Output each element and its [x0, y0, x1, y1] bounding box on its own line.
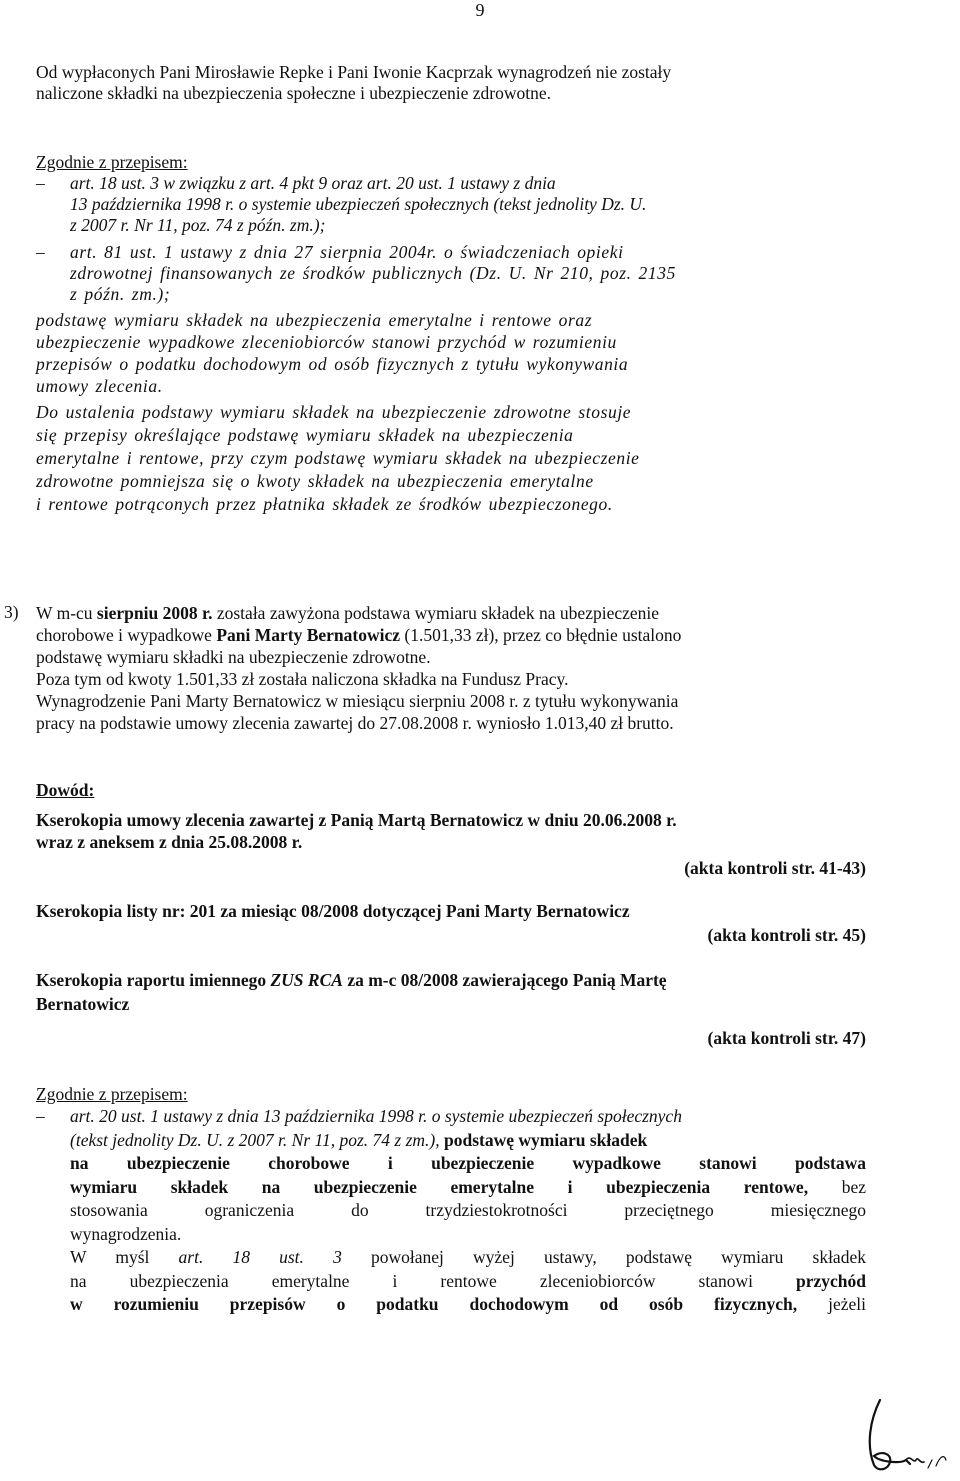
legal-line: wynagrodzenia.: [70, 1223, 182, 1244]
text-run: wymiaru składek na ubezpieczenie emerytalne i ubezpieczenia rentowe,: [70, 1176, 809, 1197]
evidence-line: wraz z aneksem z dnia 25.08.2008 r.: [36, 832, 303, 852]
evidence-item-2: [36, 900, 866, 946]
legal-item-1-line: z 2007 r. Nr 11, poz. 74 z późn. zm.);: [70, 215, 326, 235]
evidence-reference: (akta kontroli str. 45): [707, 925, 866, 945]
text-run: podstawę wymiaru składek: [439, 1129, 648, 1150]
paragraph-line: podstawę wymiaru składek na ubezpieczenia emerytalne i rentowe oraz: [36, 310, 593, 330]
list-dash: –: [36, 1106, 45, 1126]
legal-block-2: [36, 1084, 866, 1317]
evidence-line: Bernatowicz: [36, 994, 130, 1014]
legal-line: [70, 1176, 866, 1200]
form-name: ZUS RCA: [270, 970, 343, 990]
legal-item-3: [36, 1105, 866, 1317]
evidence-line: Kserokopia listy nr: 201 za miesiąc 08/2008 dotyczącej Pani Marty Bernatowicz: [36, 901, 630, 921]
list-dash: –: [36, 173, 45, 193]
paragraph-line: zdrowotne pomniejsza się o kwoty składek na ubezpieczenia emerytalne: [36, 471, 594, 491]
text-run: (1.501,33 zł), przez co błędnie ustalono: [400, 625, 682, 645]
evidence-reference: (akta kontroli str. 47): [707, 1028, 866, 1048]
text-run: na ubezpieczenia emerytalne i rentowe zleceniobiorców stanowi: [70, 1270, 796, 1291]
legal-line: stosowania ograniczenia do trzydziestokrotności przeciętnego miesięcznego: [70, 1200, 866, 1220]
text-run: W myśl: [70, 1247, 179, 1267]
point-3-line-3: podstawę wymiaru składki na ubezpieczenie zdrowotne.: [36, 647, 431, 667]
legal-item-2: [36, 242, 866, 305]
paragraph-line: ubezpieczenie wypadkowe zleceniobiorców stanowi przychód w rozumieniu: [36, 332, 617, 352]
text-run: w rozumieniu przepisów o podatku dochodowym od osób fizycznych,: [70, 1294, 798, 1314]
point-3-line-1: [36, 602, 866, 624]
paragraph-line: i rentowe potrąconych przez płatnika składek ze środków ubezpieczonego.: [36, 494, 613, 514]
text-run: chorobowe i wypadkowe: [36, 625, 217, 645]
month-emphasis: sierpniu 2008 r.: [96, 603, 213, 623]
legal-item-2-line: zdrowotnej finansowanych ze środków publicznych (Dz. U. Nr 210, poz. 2135: [70, 263, 676, 283]
legal-item-1-line: art. 18 ust. 3 w związku z art. 4 pkt 9 oraz art. 20 ust. 1 ustawy z dnia: [70, 173, 556, 193]
evidence-line: Kserokopia umowy zlecenia zawartej z Panią Martą Bernatowicz w dniu 20.06.2008 r.: [36, 810, 677, 830]
legal-block-1: [36, 152, 866, 516]
evidence-heading: Dowód:: [36, 780, 95, 800]
point-3: [4, 602, 866, 734]
legal-paragraph-2: [36, 401, 866, 516]
paragraph-line: umowy zlecenia.: [36, 376, 163, 396]
text-run: (tekst jednolity Dz. U. z 2007 r. Nr 11, poz. 74 z zm.),: [70, 1129, 440, 1150]
evidence-line: [36, 968, 866, 992]
text-run: art. 18 ust. 3: [178, 1247, 342, 1267]
legal-heading-1: Zgodnie z przepisem:: [36, 152, 188, 172]
evidence-item-3: [36, 968, 866, 1050]
text-run: za m-c 08/2008 zawierającego Panią Martę: [342, 970, 667, 990]
legal-line: [70, 1246, 866, 1270]
evidence-item-1: [36, 809, 866, 879]
page-number: 9: [475, 0, 485, 20]
text-run: W m-cu: [36, 603, 97, 623]
list-dash: –: [36, 242, 46, 262]
legal-item-1-line: 13 października 1998 r. o systemie ubezpieczeń społecznych (tekst jednolity Dz. U.: [70, 194, 647, 214]
legal-line: art. 20 ust. 1 ustawy z dnia 13 października 1998 r. o systemie ubezpieczeń społecznych: [70, 1106, 682, 1126]
person-emphasis: Pani Marty Bernatowicz: [216, 625, 401, 645]
legal-line: [70, 1129, 866, 1153]
legal-item-2-line: z późn. zm.);: [70, 284, 171, 304]
text-run: Kserokopia raportu imiennego: [36, 970, 271, 990]
point-3-line-6: pracy na podstawie umowy zlecenia zawartej do 27.08.2008 r. wyniosło 1.013,40 zł brutto.: [36, 713, 674, 733]
legal-heading-2: Zgodnie z przepisem:: [36, 1084, 188, 1104]
legal-item-1: [36, 173, 866, 236]
paragraph-line: się przepisy określające podstawę wymiaru składek na ubezpieczenia: [36, 425, 574, 445]
text-run: jeżeli: [797, 1294, 866, 1314]
intro-line-1: Od wypłaconych Pani Mirosławie Repke i Pani Iwonie Kacprzak wynagrodzeń nie zostały: [36, 62, 672, 82]
point-number: 3): [4, 602, 19, 622]
evidence-block: [36, 780, 866, 1050]
handwritten-signature: [840, 1390, 950, 1475]
paragraph-line: Do ustalenia podstawy wymiaru składek na ubezpieczenie zdrowotne stosuje: [36, 402, 632, 422]
point-3-line-2: [36, 624, 866, 646]
legal-line: [70, 1270, 866, 1294]
legal-line: na ubezpieczenie chorobowe i ubezpieczenie wypadkowe stanowi podstawa: [70, 1153, 866, 1173]
paragraph-line: emerytalne i rentowe, przy czym podstawę wymiaru składek na ubezpieczenie: [36, 448, 640, 468]
legal-item-2-line: art. 81 ust. 1 ustawy z dnia 27 sierpnia 2004r. o świadczeniach opieki: [70, 242, 624, 262]
legal-paragraph-1: [36, 309, 866, 397]
legal-line: [70, 1293, 866, 1317]
point-3-line-5: Wynagrodzenie Pani Marty Bernatowicz w miesiącu sierpniu 2008 r. z tytułu wykonywania: [36, 691, 679, 711]
point-3-line-4: Poza tym od kwoty 1.501,33 zł została naliczona składka na Fundusz Pracy.: [36, 669, 569, 689]
intro-line-2: naliczone składki na ubezpieczenia społeczne i ubezpieczenie zdrowotne.: [36, 83, 552, 103]
text-run: powołanej wyżej ustawy, podstawę wymiaru składek: [341, 1247, 866, 1267]
evidence-reference: (akta kontroli str. 41-43): [684, 858, 866, 878]
text-run: została zawyżona podstawa wymiaru składek na ubezpieczenie: [212, 603, 660, 623]
text-run: przychód: [796, 1270, 866, 1291]
intro-paragraph: [36, 62, 866, 104]
text-run: bez: [808, 1176, 866, 1197]
paragraph-line: przepisów o podatku dochodowym od osób fizycznych z tytułu wykonywania: [36, 354, 629, 374]
